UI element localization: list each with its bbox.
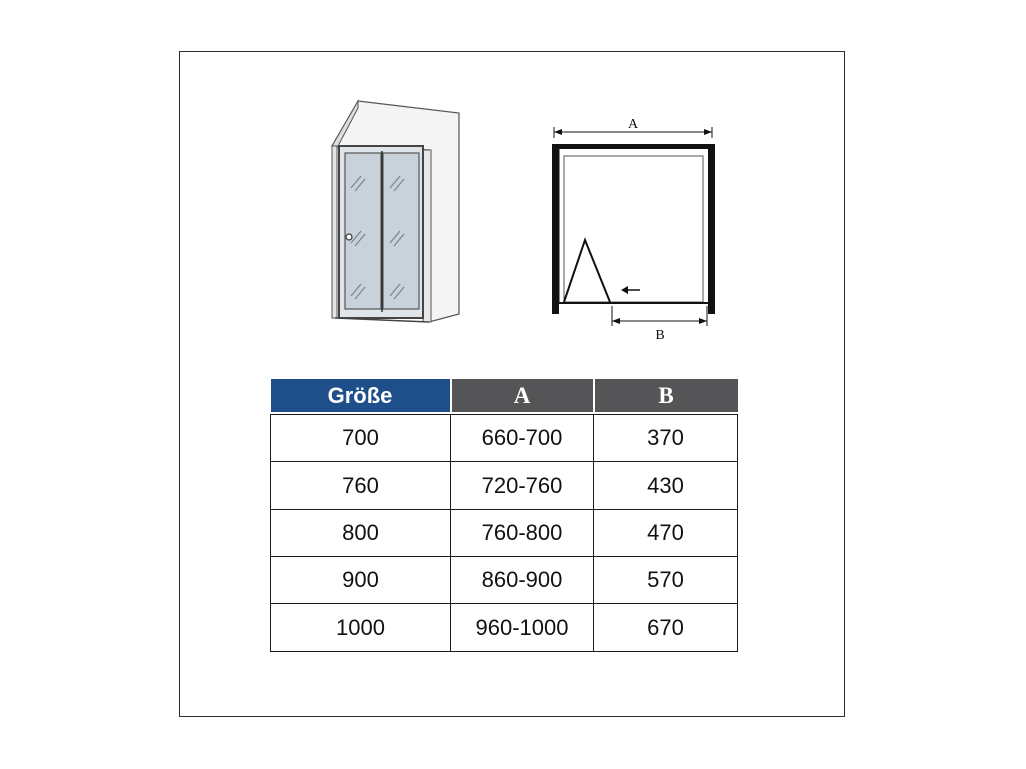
header-a: A [451,379,594,412]
size-cell: 1000 [271,604,451,652]
shower-enclosure-illustration [325,96,465,326]
b-value-cell: 430 [594,462,738,510]
dimension-a-label: A [627,117,639,132]
header-b: B [594,379,738,412]
a-range-cell: 960-1000 [451,604,594,652]
table-row [271,604,738,652]
size-table [270,379,738,652]
table-row [271,462,738,510]
size-cell: 700 [271,415,451,462]
b-value-cell: 670 [594,604,738,652]
a-range-cell: 660-700 [451,415,594,462]
table-row [271,557,738,604]
b-value-cell: 570 [594,557,738,604]
dimension-b-label: B [655,328,665,343]
a-range-cell: 860-900 [451,557,594,604]
size-cell: 800 [271,510,451,557]
size-cell: 760 [271,462,451,510]
size-cell: 900 [271,557,451,604]
header-size: Größe [271,379,451,412]
table-row [271,415,738,462]
b-value-cell: 470 [594,510,738,557]
b-value-cell: 370 [594,415,738,462]
a-range-cell: 720-760 [451,462,594,510]
table-row [271,510,738,557]
a-range-cell: 760-800 [451,510,594,557]
header-row [271,379,738,412]
dimension-diagram [540,110,730,346]
